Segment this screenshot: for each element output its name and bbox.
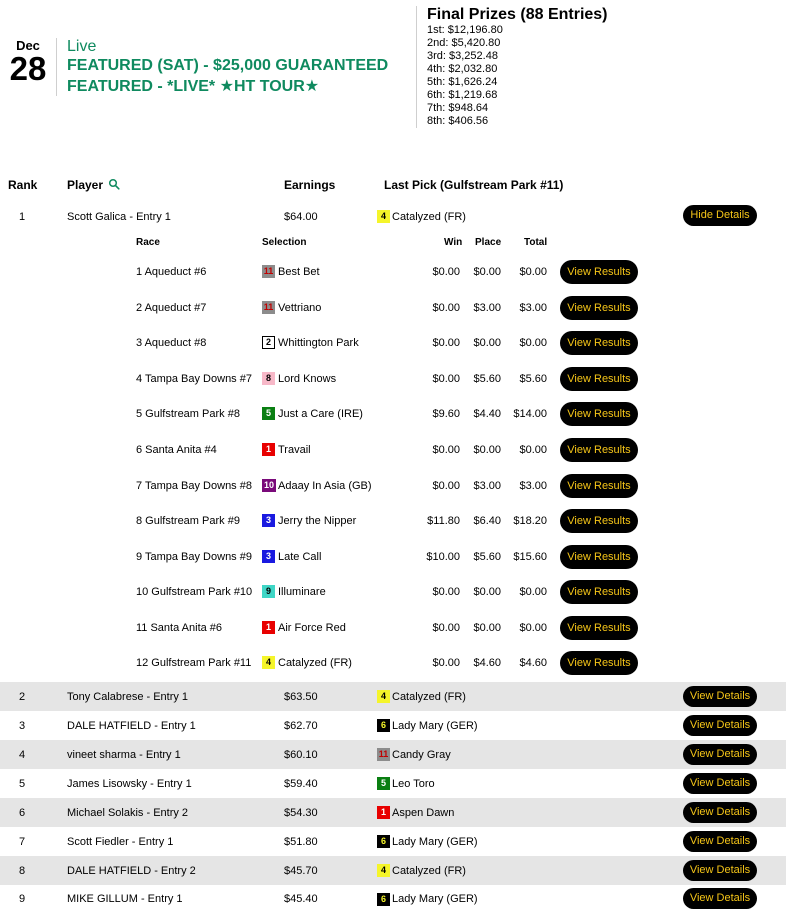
place-cell: $5.60 xyxy=(473,551,501,563)
view-results-button[interactable]: View Results xyxy=(560,509,638,533)
last-pick-cell: Catalyzed (FR) xyxy=(392,211,466,223)
win-cell: $9.60 xyxy=(432,408,460,420)
last-pick-cell: Candy Gray xyxy=(392,749,451,761)
last-pick-cell: Catalyzed (FR) xyxy=(392,691,466,703)
rank-header: Rank xyxy=(8,178,38,192)
view-results-button[interactable]: View Results xyxy=(560,402,638,426)
program-number-badge: 8 xyxy=(262,372,275,385)
win-cell: $0.00 xyxy=(432,302,460,314)
race-detail-row xyxy=(0,610,786,646)
player-cell: DALE HATFIELD - Entry 1 xyxy=(67,720,196,732)
player-cell: Michael Solakis - Entry 2 xyxy=(67,807,189,819)
total-cell: $18.20 xyxy=(513,515,547,527)
race-detail-row xyxy=(0,290,786,326)
total-cell: $3.00 xyxy=(519,480,547,492)
selection-cell: Adaay In Asia (GB) xyxy=(278,480,372,492)
program-number-badge: 4 xyxy=(377,690,390,703)
program-number-badge: 4 xyxy=(377,864,390,877)
race-cell: 2 Aqueduct #7 xyxy=(136,302,207,314)
player-cell: DALE HATFIELD - Entry 2 xyxy=(67,865,196,877)
race-cell: 5 Gulfstream Park #8 xyxy=(136,408,240,420)
place-cell: $0.00 xyxy=(473,586,501,598)
date-divider xyxy=(56,38,57,96)
win-cell: $0.00 xyxy=(432,337,460,349)
hide-details-button[interactable]: Hide Details xyxy=(683,205,757,226)
selection-header: Selection xyxy=(262,237,307,248)
race-detail-row xyxy=(0,325,786,361)
selection-cell: Jerry the Nipper xyxy=(278,515,357,527)
program-number-badge: 5 xyxy=(377,777,390,790)
last-pick-cell: Catalyzed (FR) xyxy=(392,865,466,877)
race-detail-row xyxy=(0,503,786,539)
race-cell: 11 Santa Anita #6 xyxy=(136,622,223,634)
total-cell: $0.00 xyxy=(519,586,547,598)
program-number-badge: 2 xyxy=(262,336,275,349)
last-pick-header: Last Pick (Gulfstream Park #11) xyxy=(384,178,564,192)
earnings-cell: $59.40 xyxy=(284,778,318,790)
program-number-badge: 6 xyxy=(377,719,390,732)
place-cell: $0.00 xyxy=(473,337,501,349)
earnings-cell: $64.00 xyxy=(284,211,318,223)
program-number-badge: 11 xyxy=(378,749,389,759)
view-details-button[interactable]: View Details xyxy=(683,686,757,707)
program-number-badge: 10 xyxy=(263,480,274,490)
selection-cell: Air Force Red xyxy=(278,622,346,634)
title-line-1: FEATURED (SAT) - $25,000 GUARANTEED xyxy=(67,57,389,74)
earnings-cell: $51.80 xyxy=(284,836,318,848)
program-number-badge: 4 xyxy=(377,210,390,223)
view-details-button[interactable]: View Details xyxy=(683,744,757,765)
place-cell: $0.00 xyxy=(473,622,501,634)
program-number-badge: 1 xyxy=(262,443,275,456)
view-details-button[interactable]: View Details xyxy=(683,773,757,794)
event-date xyxy=(0,38,56,86)
rank-cell: 7 xyxy=(19,836,26,848)
view-results-button[interactable]: View Results xyxy=(560,331,638,355)
place-cell: $5.60 xyxy=(473,373,501,385)
table-row xyxy=(0,798,786,827)
view-results-button[interactable]: View Results xyxy=(560,260,638,284)
last-pick-cell: Lady Mary (GER) xyxy=(392,893,478,905)
race-cell: 9 Tampa Bay Downs #9 xyxy=(136,551,252,563)
race-cell: 6 Santa Anita #4 xyxy=(136,444,217,456)
earnings-cell: $62.70 xyxy=(284,720,318,732)
view-results-button[interactable]: View Results xyxy=(560,580,638,604)
win-cell: $11.80 xyxy=(427,515,460,527)
view-results-button[interactable]: View Results xyxy=(560,367,638,391)
prize-6th: 6th: $1,219.68 xyxy=(427,89,498,101)
race-detail-row xyxy=(0,574,786,610)
final-prizes xyxy=(427,6,608,128)
win-cell: $0.00 xyxy=(432,444,460,456)
live-status: Live xyxy=(67,38,97,55)
search-icon[interactable] xyxy=(108,178,120,190)
tournament-title xyxy=(67,38,388,97)
player-cell: MIKE GILLUM - Entry 1 xyxy=(67,893,183,905)
win-cell: $0.00 xyxy=(432,586,460,598)
prize-1st: 1st: $12,196.80 xyxy=(427,24,503,36)
place-cell: $0.00 xyxy=(473,444,501,456)
view-results-button[interactable]: View Results xyxy=(560,474,638,498)
total-cell: $14.00 xyxy=(513,408,547,420)
player-cell: vineet sharma - Entry 1 xyxy=(67,749,181,761)
program-number-badge: 3 xyxy=(262,550,275,563)
earnings-cell: $45.70 xyxy=(284,865,318,877)
program-number-badge: 3 xyxy=(262,514,275,527)
last-pick-cell: Leo Toro xyxy=(392,778,435,790)
place-cell: $3.00 xyxy=(473,480,501,492)
rank-cell: 1 xyxy=(19,211,26,223)
title-line-2: FEATURED - *LIVE* ★HT TOUR★ xyxy=(67,78,320,95)
selection-cell: Just a Care (IRE) xyxy=(278,408,363,420)
last-pick-cell: Aspen Dawn xyxy=(392,807,455,819)
race-header: Race xyxy=(136,237,160,248)
view-results-button[interactable]: View Results xyxy=(560,296,638,320)
program-number-badge: 11 xyxy=(263,266,274,276)
view-results-button[interactable]: View Results xyxy=(560,616,638,640)
total-cell: $0.00 xyxy=(519,337,547,349)
total-header: Total xyxy=(524,237,548,248)
table-row xyxy=(0,202,786,231)
rank-cell: 6 xyxy=(19,807,26,819)
program-number-badge: 9 xyxy=(262,585,275,598)
rank-cell: 4 xyxy=(19,749,26,761)
view-results-button[interactable]: View Results xyxy=(560,438,638,462)
table-row xyxy=(0,769,786,798)
rank-cell: 9 xyxy=(19,893,26,905)
win-cell: $10.00 xyxy=(426,551,460,563)
place-cell: $3.00 xyxy=(473,302,501,314)
earnings-cell: $60.10 xyxy=(284,749,318,761)
win-cell: $0.00 xyxy=(432,622,460,634)
win-cell: $0.00 xyxy=(432,373,460,385)
win-cell: $0.00 xyxy=(432,657,460,669)
rank-cell: 5 xyxy=(19,778,26,790)
date-month: Dec xyxy=(16,38,40,53)
total-cell: $0.00 xyxy=(519,622,547,634)
player-cell: Scott Galica - Entry 1 xyxy=(67,211,171,223)
prize-2nd: 2nd: $5,420.80 xyxy=(427,37,501,49)
race-cell: 10 Gulfstream Park #10 xyxy=(136,586,253,598)
table-row xyxy=(0,827,786,856)
rank-cell: 3 xyxy=(19,720,26,732)
player-cell: Scott Fiedler - Entry 1 xyxy=(67,836,174,848)
prize-7th: 7th: $948.64 xyxy=(427,102,489,114)
selection-cell: Illuminare xyxy=(278,586,326,598)
race-cell: 7 Tampa Bay Downs #8 xyxy=(136,480,252,492)
date-day: 28 xyxy=(9,50,47,87)
total-cell: $0.00 xyxy=(519,444,547,456)
place-header: Place xyxy=(475,237,502,248)
earnings-cell: $45.40 xyxy=(284,893,318,905)
selection-cell: Catalyzed (FR) xyxy=(278,657,352,669)
table-row xyxy=(0,711,786,740)
rank-cell: 2 xyxy=(19,691,26,703)
program-number-badge: 6 xyxy=(377,835,390,848)
total-cell: $15.60 xyxy=(513,551,547,563)
rank-cell: 8 xyxy=(19,865,26,877)
program-number-badge: 6 xyxy=(377,893,390,906)
race-cell: 4 Tampa Bay Downs #7 xyxy=(136,373,252,385)
prize-4th: 4th: $2,032.80 xyxy=(427,63,498,75)
race-cell: 3 Aqueduct #8 xyxy=(136,337,207,349)
place-cell: $4.40 xyxy=(473,408,501,420)
win-cell: $0.00 xyxy=(432,480,460,492)
total-cell: $4.60 xyxy=(519,657,547,669)
player-cell: James Lisowsky - Entry 1 xyxy=(67,778,192,790)
view-details-button[interactable]: View Details xyxy=(683,831,757,852)
program-number-badge: 5 xyxy=(262,407,275,420)
view-results-button[interactable]: View Results xyxy=(560,545,638,569)
last-pick-cell: Lady Mary (GER) xyxy=(392,836,478,848)
selection-cell: Lord Knows xyxy=(278,373,337,385)
selection-cell: Best Bet xyxy=(278,266,320,278)
prizes-title: Final Prizes (88 Entries) xyxy=(427,6,608,23)
table-row xyxy=(0,682,786,711)
earnings-cell: $63.50 xyxy=(284,691,318,703)
total-cell: $5.60 xyxy=(519,373,547,385)
place-cell: $6.40 xyxy=(473,515,501,527)
view-details-button[interactable]: View Details xyxy=(683,888,757,909)
place-cell: $0.00 xyxy=(473,266,501,278)
race-cell: 1 Aqueduct #6 xyxy=(136,266,207,278)
view-details-button[interactable]: View Details xyxy=(683,715,757,736)
prize-divider xyxy=(416,6,417,128)
view-results-button[interactable]: View Results xyxy=(560,651,638,675)
table-row xyxy=(0,740,786,769)
race-cell: 12 Gulfstream Park #11 xyxy=(136,657,252,669)
place-cell: $4.60 xyxy=(473,657,501,669)
player-header: Player xyxy=(67,178,104,192)
prize-5th: 5th: $1,626.24 xyxy=(427,76,498,88)
program-number-badge: 11 xyxy=(263,302,274,312)
program-number-badge: 1 xyxy=(262,621,275,634)
race-detail-row xyxy=(0,396,786,432)
selection-cell: Vettriano xyxy=(278,302,322,314)
table-row xyxy=(0,885,786,912)
view-details-button[interactable]: View Details xyxy=(683,860,757,881)
last-pick-cell: Lady Mary (GER) xyxy=(392,720,478,732)
program-number-badge: 1 xyxy=(377,806,390,819)
win-header: Win xyxy=(444,237,463,248)
program-number-badge: 4 xyxy=(262,656,275,669)
table-row xyxy=(0,856,786,885)
race-detail-row xyxy=(0,645,786,681)
prize-8th: 8th: $406.56 xyxy=(427,115,489,127)
total-cell: $0.00 xyxy=(519,266,547,278)
view-details-button[interactable]: View Details xyxy=(683,802,757,823)
selection-cell: Whittington Park xyxy=(278,337,359,349)
selection-cell: Late Call xyxy=(278,551,322,563)
selection-cell: Travail xyxy=(278,444,311,456)
race-cell: 8 Gulfstream Park #9 xyxy=(136,515,240,527)
race-detail-row xyxy=(0,254,786,290)
win-cell: $0.00 xyxy=(432,266,460,278)
earnings-header: Earnings xyxy=(284,178,336,192)
race-detail-row xyxy=(0,361,786,397)
race-detail-row xyxy=(0,539,786,575)
total-cell: $3.00 xyxy=(519,302,547,314)
race-detail-row xyxy=(0,468,786,504)
earnings-cell: $54.30 xyxy=(284,807,318,819)
prize-3rd: 3rd: $3,252.48 xyxy=(427,50,498,62)
player-cell: Tony Calabrese - Entry 1 xyxy=(67,691,189,703)
race-detail-row xyxy=(0,432,786,468)
